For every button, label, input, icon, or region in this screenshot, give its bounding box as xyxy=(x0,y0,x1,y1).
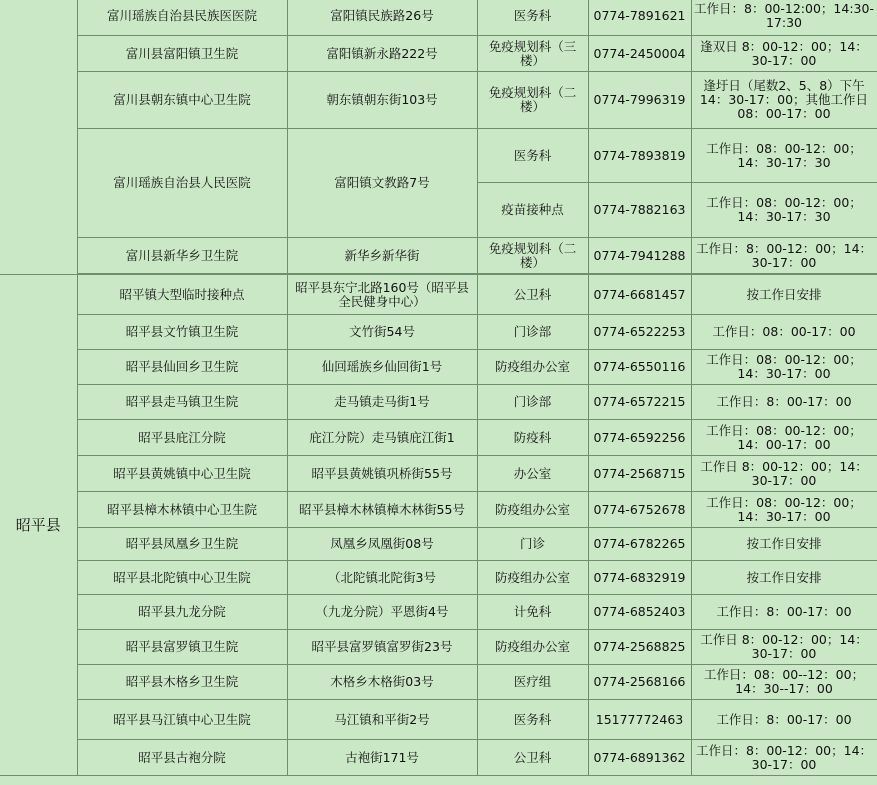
address-cell: 昭平县东宁北路160号（昭平县全民健身中心） xyxy=(287,275,477,315)
hours-cell: 工作日：8：00-17：00 xyxy=(691,595,877,630)
address-cell: 昭平县樟木林镇樟木林街55号 xyxy=(287,492,477,528)
department-cell: 免疫规划科（二楼） xyxy=(477,72,588,129)
address-cell: 富阳镇文教路7号 xyxy=(287,129,477,238)
hours-cell: 工作日：8：00-17：00 xyxy=(691,700,877,740)
table-row[interactable] xyxy=(0,385,877,420)
phone-cell: 0774-6592256 xyxy=(588,420,691,456)
phone-cell: 0774-7941288 xyxy=(588,238,691,274)
address-cell: 古袍街171号 xyxy=(287,740,477,776)
hours-cell: 逢双日 8：00-12：00；14：30-17：00 xyxy=(691,36,877,72)
department-cell: 门诊 xyxy=(477,528,588,561)
org-cell: 昭平县凤凰乡卫生院 xyxy=(77,528,287,561)
department-cell: 医务科 xyxy=(477,700,588,740)
org-cell: 富川县朝东镇中心卫生院 xyxy=(77,72,287,129)
org-cell: 昭平县木格乡卫生院 xyxy=(77,665,287,700)
phone-cell: 0774-7996319 xyxy=(588,72,691,129)
address-cell: 走马镇走马街1号 xyxy=(287,385,477,420)
address-cell: 朝东镇朝东街103号 xyxy=(287,72,477,129)
table-row[interactable] xyxy=(0,275,877,315)
department-cell: 门诊部 xyxy=(477,385,588,420)
hours-cell: 工作日：8：00-12：00；14：30-17：00 xyxy=(691,740,877,776)
department-cell: 防疫组办公室 xyxy=(477,350,588,385)
phone-cell: 0774-6832919 xyxy=(588,561,691,595)
org-cell: 昭平县黄姚镇中心卫生院 xyxy=(77,456,287,492)
address-cell: 文竹街54号 xyxy=(287,315,477,350)
phone-cell: 0774-2568166 xyxy=(588,665,691,700)
address-cell: （北陀镇北陀街3号 xyxy=(287,561,477,595)
department-cell: 医务科 xyxy=(477,0,588,36)
org-cell: 富川县新华乡卫生院 xyxy=(77,238,287,274)
table-row[interactable] xyxy=(0,315,877,350)
department-cell: 疫苗接种点 xyxy=(477,183,588,238)
hours-cell: 工作日：08：00--12：00；14：30--17：00 xyxy=(691,665,877,700)
address-cell: 富阳镇民族路26号 xyxy=(287,0,477,36)
org-cell: 昭平县仙回乡卫生院 xyxy=(77,350,287,385)
org-cell: 昭平县富罗镇卫生院 xyxy=(77,630,287,665)
address-cell: 马江镇和平街2号 xyxy=(287,700,477,740)
hours-cell: 工作日：8：00-17：00 xyxy=(691,385,877,420)
department-cell: 免疫规划科（二楼） xyxy=(477,238,588,274)
table-row[interactable] xyxy=(0,0,877,36)
phone-cell: 0774-6852403 xyxy=(588,595,691,630)
phone-cell: 0774-7891621 xyxy=(588,0,691,36)
org-cell: 昭平县马江镇中心卫生院 xyxy=(77,700,287,740)
phone-cell: 0774-7882163 xyxy=(588,183,691,238)
department-cell: 公卫科 xyxy=(477,740,588,776)
address-cell: 富阳镇新永路222号 xyxy=(287,36,477,72)
department-cell: 防疫科 xyxy=(477,420,588,456)
table-row[interactable] xyxy=(0,700,877,740)
table-row[interactable] xyxy=(0,740,877,776)
department-cell: 防疫组办公室 xyxy=(477,561,588,595)
org-cell: 富川县富阳镇卫生院 xyxy=(77,36,287,72)
department-cell: 防疫组办公室 xyxy=(477,492,588,528)
phone-cell: 0774-6752678 xyxy=(588,492,691,528)
phone-cell: 0774-6550116 xyxy=(588,350,691,385)
table-row[interactable] xyxy=(0,456,877,492)
county-cell xyxy=(0,0,77,275)
table-row[interactable] xyxy=(0,36,877,72)
table-row[interactable] xyxy=(0,630,877,665)
phone-cell: 0774-2568715 xyxy=(588,456,691,492)
department-cell: 医务科 xyxy=(477,129,588,183)
table-row[interactable] xyxy=(0,528,877,561)
org-cell: 昭平县文竹镇卫生院 xyxy=(77,315,287,350)
hours-cell: 工作日：08：00-12：00；14：30-17：00 xyxy=(691,492,877,528)
org-cell: 昭平县庇江分院 xyxy=(77,420,287,456)
department-cell: 办公室 xyxy=(477,456,588,492)
table-row[interactable] xyxy=(0,595,877,630)
address-cell: 庇江分院）走马镇庇江街1 xyxy=(287,420,477,456)
phone-cell: 0774-7893819 xyxy=(588,129,691,183)
hours-cell: 工作日 8：00-12：00；14：30-17：00 xyxy=(691,456,877,492)
org-cell: 昭平镇大型临时接种点 xyxy=(77,275,287,315)
hours-cell: 按工作日安排 xyxy=(691,275,877,315)
phone-cell: 0774-2450004 xyxy=(588,36,691,72)
table-row[interactable] xyxy=(0,129,877,183)
address-cell: 木格乡木格街03号 xyxy=(287,665,477,700)
table-row[interactable] xyxy=(0,238,877,274)
hours-cell: 工作日：08：00-12：00；14：30-17：30 xyxy=(691,129,877,183)
address-cell: 昭平县富罗镇富罗街23号 xyxy=(287,630,477,665)
address-cell: 仙回瑶族乡仙回街1号 xyxy=(287,350,477,385)
phone-cell: 0774-6572215 xyxy=(588,385,691,420)
phone-cell: 0774-2568825 xyxy=(588,630,691,665)
address-cell: 昭平县黄姚镇巩桥街55号 xyxy=(287,456,477,492)
phone-cell: 0774-6681457 xyxy=(588,275,691,315)
hours-cell: 按工作日安排 xyxy=(691,561,877,595)
department-cell: 医疗组 xyxy=(477,665,588,700)
phone-cell: 0774-6891362 xyxy=(588,740,691,776)
table-row[interactable] xyxy=(0,420,877,456)
address-cell: 凤凰乡凤凰街08号 xyxy=(287,528,477,561)
org-cell: 富川瑶族自治县民族医医院 xyxy=(77,0,287,36)
table-row[interactable] xyxy=(0,492,877,528)
hours-cell: 工作日：08：00-12：00；14：30-17：30 xyxy=(691,183,877,238)
department-cell: 计免科 xyxy=(477,595,588,630)
hours-cell: 工作日：08：00-12：00；14：00-17：00 xyxy=(691,420,877,456)
org-cell: 富川瑶族自治县人民医院 xyxy=(77,129,287,238)
org-cell: 昭平县走马镇卫生院 xyxy=(77,385,287,420)
hours-cell: 工作日：08：00-12：00；14：30-17：00 xyxy=(691,350,877,385)
org-cell: 昭平县九龙分院 xyxy=(77,595,287,630)
hours-cell: 工作日：08：00-17：00 xyxy=(691,315,877,350)
org-cell: 昭平县樟木林镇中心卫生院 xyxy=(77,492,287,528)
county-cell: 昭平县 xyxy=(0,275,77,776)
phone-cell: 15177772463 xyxy=(588,700,691,740)
org-cell: 昭平县北陀镇中心卫生院 xyxy=(77,561,287,595)
org-cell: 昭平县古袍分院 xyxy=(77,740,287,776)
address-cell: （九龙分院）平恩街4号 xyxy=(287,595,477,630)
hours-cell: 逢圩日（尾数2、5、8）下午 14：30-17：00；其他工作日 08：00-17：00 xyxy=(691,72,877,129)
table-row[interactable] xyxy=(0,350,877,385)
hours-cell: 按工作日安排 xyxy=(691,528,877,561)
hours-cell: 工作日 8：00-12：00；14：30-17：00 xyxy=(691,630,877,665)
table-row[interactable] xyxy=(0,665,877,700)
table-row[interactable] xyxy=(0,72,877,129)
address-cell: 新华乡新华街 xyxy=(287,238,477,274)
department-cell: 免疫规划科（三楼） xyxy=(477,36,588,72)
department-cell: 公卫科 xyxy=(477,275,588,315)
hours-cell: 工作日：8：00-12:00；14:30-17:30 xyxy=(691,0,877,36)
department-cell: 防疫组办公室 xyxy=(477,630,588,665)
department-cell: 门诊部 xyxy=(477,315,588,350)
phone-cell: 0774-6782265 xyxy=(588,528,691,561)
hours-cell: 工作日：8：00-12：00；14：30-17：00 xyxy=(691,238,877,274)
phone-cell: 0774-6522253 xyxy=(588,315,691,350)
table-row[interactable] xyxy=(0,561,877,595)
